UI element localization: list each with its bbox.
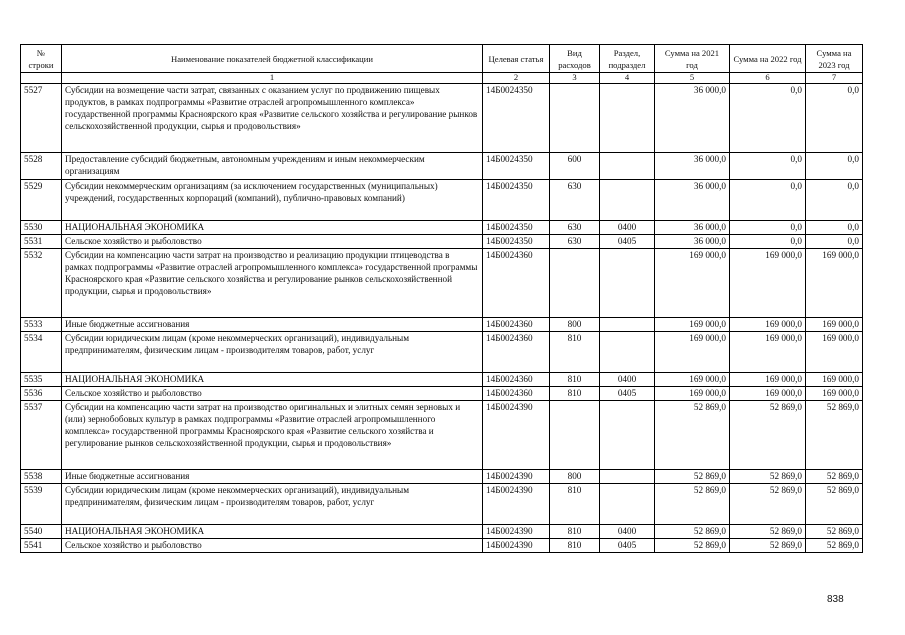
amount-2022: 169 000,0 — [730, 331, 806, 372]
target-item-code: 14Б0024360 — [483, 317, 550, 331]
table-row — [21, 83, 863, 152]
amount-2023: 52 869,0 — [806, 483, 863, 524]
amount-2023: 169 000,0 — [806, 248, 863, 317]
target-item-code: 14Б0024390 — [483, 483, 550, 524]
section-code: 0400 — [600, 220, 655, 234]
expense-type: 800 — [550, 317, 600, 331]
column-number-row — [21, 73, 863, 84]
section-code: 0400 — [600, 372, 655, 386]
expense-type — [550, 400, 600, 469]
amount-2023: 169 000,0 — [806, 386, 863, 400]
indicator-name: НАЦИОНАЛЬНАЯ ЭКОНОМИКА — [62, 220, 483, 234]
amount-2023: 0,0 — [806, 83, 863, 152]
indicator-name: Сельское хозяйство и рыболовство — [62, 386, 483, 400]
indicator-name: Иные бюджетные ассигнования — [62, 469, 483, 483]
indicator-name: Субсидии некоммерческим организациям (за исключением государственных (муниципальных) учреждений, государственных корпораций (компаний), публично-правовых компаний) — [62, 179, 483, 220]
table-row — [21, 483, 863, 524]
amount-2021: 36 000,0 — [655, 83, 730, 152]
indicator-name: Субсидии юридическим лицам (кроме некоммерческих организаций), индивидуальным предпринимателям, физическим лицам - производителям товаров, работ, услуг — [62, 331, 483, 372]
amount-2022: 0,0 — [730, 220, 806, 234]
section-code — [600, 317, 655, 331]
target-item-code: 14Б0024350 — [483, 220, 550, 234]
amount-2021: 169 000,0 — [655, 386, 730, 400]
amount-2021: 169 000,0 — [655, 331, 730, 372]
header-sum-2023: Сумма на 2023 год — [806, 45, 863, 73]
target-item-code: 14Б0024390 — [483, 524, 550, 538]
table-row — [21, 538, 863, 552]
amount-2021: 169 000,0 — [655, 317, 730, 331]
row-number: 5534 — [21, 331, 62, 372]
expense-type — [550, 248, 600, 317]
section-code: 0405 — [600, 386, 655, 400]
column-number: 7 — [806, 73, 863, 84]
amount-2023: 52 869,0 — [806, 538, 863, 552]
amount-2021: 36 000,0 — [655, 152, 730, 179]
section-code — [600, 331, 655, 372]
expense-type: 630 — [550, 179, 600, 220]
header-target-item: Целевая статья — [483, 45, 550, 73]
expense-type — [550, 83, 600, 152]
target-item-code: 14Б0024360 — [483, 248, 550, 317]
section-code — [600, 248, 655, 317]
indicator-name: Иные бюджетные ассигнования — [62, 317, 483, 331]
amount-2021: 52 869,0 — [655, 400, 730, 469]
header-sum-2022: Сумма на 2022 год — [730, 45, 806, 73]
header-row-number: № строки — [21, 45, 62, 73]
column-number: 6 — [730, 73, 806, 84]
target-item-code: 14Б0024390 — [483, 538, 550, 552]
amount-2022: 169 000,0 — [730, 248, 806, 317]
target-item-code: 14Б0024360 — [483, 331, 550, 372]
header-section: Раздел, подраздел — [600, 45, 655, 73]
amount-2022: 0,0 — [730, 152, 806, 179]
amount-2022: 169 000,0 — [730, 317, 806, 331]
indicator-name: Субсидии юридическим лицам (кроме некоммерческих организаций), индивидуальным предпринимателям, физическим лицам - производителям товаров, работ, услуг — [62, 483, 483, 524]
expense-type: 600 — [550, 152, 600, 179]
expense-type: 810 — [550, 386, 600, 400]
amount-2021: 169 000,0 — [655, 372, 730, 386]
amount-2021: 52 869,0 — [655, 524, 730, 538]
expense-type: 810 — [550, 483, 600, 524]
section-code — [600, 469, 655, 483]
column-number: 2 — [483, 73, 550, 84]
expense-type: 810 — [550, 372, 600, 386]
row-number: 5533 — [21, 317, 62, 331]
table-row — [21, 400, 863, 469]
indicator-name: Субсидии на возмещение части затрат, связанных с оказанием услуг по продвижению пищевых продуктов, в рамках подпрограммы «Развитие отраслей агропромышленного комплекса» государственной программы Красноярского края «Развитие сельского хозяйства и регулирование рынков сельскохозяйственной продукции, сырья и продовольствия» — [62, 83, 483, 152]
amount-2022: 52 869,0 — [730, 469, 806, 483]
amount-2021: 169 000,0 — [655, 248, 730, 317]
row-number: 5532 — [21, 248, 62, 317]
column-number: 3 — [550, 73, 600, 84]
target-item-code: 14Б0024350 — [483, 179, 550, 220]
amount-2021: 36 000,0 — [655, 179, 730, 220]
row-number: 5528 — [21, 152, 62, 179]
amount-2021: 36 000,0 — [655, 234, 730, 248]
indicator-name: Сельское хозяйство и рыболовство — [62, 538, 483, 552]
indicator-name: Субсидии на компенсацию части затрат на производство и реализацию продукции птицеводства в рамках подпрограммы «Развитие отраслей агропромышленного комплекса» государственной программы Красноярского края «Развитие сельского хозяйства и регулирование рынков сельскохозяйственной продукции, сырья и продовольствия» — [62, 248, 483, 317]
amount-2023: 52 869,0 — [806, 469, 863, 483]
section-code — [600, 152, 655, 179]
target-item-code: 14Б0024360 — [483, 372, 550, 386]
header-sum-2021: Сумма на 2021 год — [655, 45, 730, 73]
target-item-code: 14Б0024390 — [483, 469, 550, 483]
table-row — [21, 372, 863, 386]
table-row — [21, 331, 863, 372]
amount-2023: 169 000,0 — [806, 372, 863, 386]
row-number: 5530 — [21, 220, 62, 234]
indicator-name: Субсидии на компенсацию части затрат на производство оригинальных и элитных семян зерновых и (или) зернобобовых культур в рамках подпрограммы «Развитие отраслей агропромышленного комплекса» государственной программы Красноярского края «Развитие сельского хозяйства и регулирование рынков сельскохозяйственной продукции, сырья и продовольствия» — [62, 400, 483, 469]
target-item-code: 14Б0024360 — [483, 386, 550, 400]
section-code — [600, 83, 655, 152]
amount-2023: 169 000,0 — [806, 331, 863, 372]
indicator-name: НАЦИОНАЛЬНАЯ ЭКОНОМИКА — [62, 524, 483, 538]
expense-type: 800 — [550, 469, 600, 483]
amount-2022: 52 869,0 — [730, 524, 806, 538]
amount-2022: 0,0 — [730, 83, 806, 152]
expense-type: 630 — [550, 220, 600, 234]
section-code — [600, 400, 655, 469]
amount-2021: 52 869,0 — [655, 538, 730, 552]
amount-2023: 0,0 — [806, 179, 863, 220]
section-code — [600, 483, 655, 524]
row-number: 5531 — [21, 234, 62, 248]
row-number: 5539 — [21, 483, 62, 524]
indicator-name: Предоставление субсидий бюджетным, автономным учреждениям и иным некоммерческим организациям — [62, 152, 483, 179]
expense-type: 630 — [550, 234, 600, 248]
amount-2021: 52 869,0 — [655, 469, 730, 483]
column-number: 5 — [655, 73, 730, 84]
amount-2022: 0,0 — [730, 234, 806, 248]
expense-type: 810 — [550, 524, 600, 538]
table-row — [21, 524, 863, 538]
row-number: 5536 — [21, 386, 62, 400]
amount-2022: 52 869,0 — [730, 483, 806, 524]
row-number: 5540 — [21, 524, 62, 538]
target-item-code: 14Б0024390 — [483, 400, 550, 469]
header-indicator-name: Наименование показателей бюджетной классификации — [62, 45, 483, 73]
amount-2023: 0,0 — [806, 220, 863, 234]
expense-type: 810 — [550, 538, 600, 552]
table-row — [21, 248, 863, 317]
row-number: 5535 — [21, 372, 62, 386]
column-number-blank — [21, 73, 62, 84]
row-number: 5527 — [21, 83, 62, 152]
section-code: 0400 — [600, 524, 655, 538]
amount-2021: 36 000,0 — [655, 220, 730, 234]
indicator-name: НАЦИОНАЛЬНАЯ ЭКОНОМИКА — [62, 372, 483, 386]
amount-2023: 169 000,0 — [806, 317, 863, 331]
header-expense-type: Вид расходов — [550, 45, 600, 73]
expense-type: 810 — [550, 331, 600, 372]
table-row — [21, 386, 863, 400]
table-row — [21, 152, 863, 179]
table-row — [21, 469, 863, 483]
amount-2023: 52 869,0 — [806, 524, 863, 538]
section-code: 0405 — [600, 234, 655, 248]
target-item-code: 14Б0024350 — [483, 83, 550, 152]
table-row — [21, 220, 863, 234]
amount-2022: 169 000,0 — [730, 372, 806, 386]
indicator-name: Сельское хозяйство и рыболовство — [62, 234, 483, 248]
page-number: 838 — [827, 594, 844, 605]
section-code — [600, 179, 655, 220]
amount-2023: 0,0 — [806, 234, 863, 248]
row-number: 5529 — [21, 179, 62, 220]
table-header-row — [21, 45, 863, 73]
amount-2022: 52 869,0 — [730, 538, 806, 552]
amount-2022: 0,0 — [730, 179, 806, 220]
row-number: 5538 — [21, 469, 62, 483]
column-number: 4 — [600, 73, 655, 84]
amount-2023: 52 869,0 — [806, 400, 863, 469]
amount-2022: 52 869,0 — [730, 400, 806, 469]
amount-2022: 169 000,0 — [730, 386, 806, 400]
row-number: 5541 — [21, 538, 62, 552]
section-code: 0405 — [600, 538, 655, 552]
column-number: 1 — [62, 73, 483, 84]
target-item-code: 14Б0024350 — [483, 152, 550, 179]
table-row — [21, 317, 863, 331]
table-row — [21, 234, 863, 248]
amount-2023: 0,0 — [806, 152, 863, 179]
row-number: 5537 — [21, 400, 62, 469]
target-item-code: 14Б0024350 — [483, 234, 550, 248]
amount-2021: 52 869,0 — [655, 483, 730, 524]
table-row — [21, 179, 863, 220]
budget-table — [20, 44, 863, 553]
